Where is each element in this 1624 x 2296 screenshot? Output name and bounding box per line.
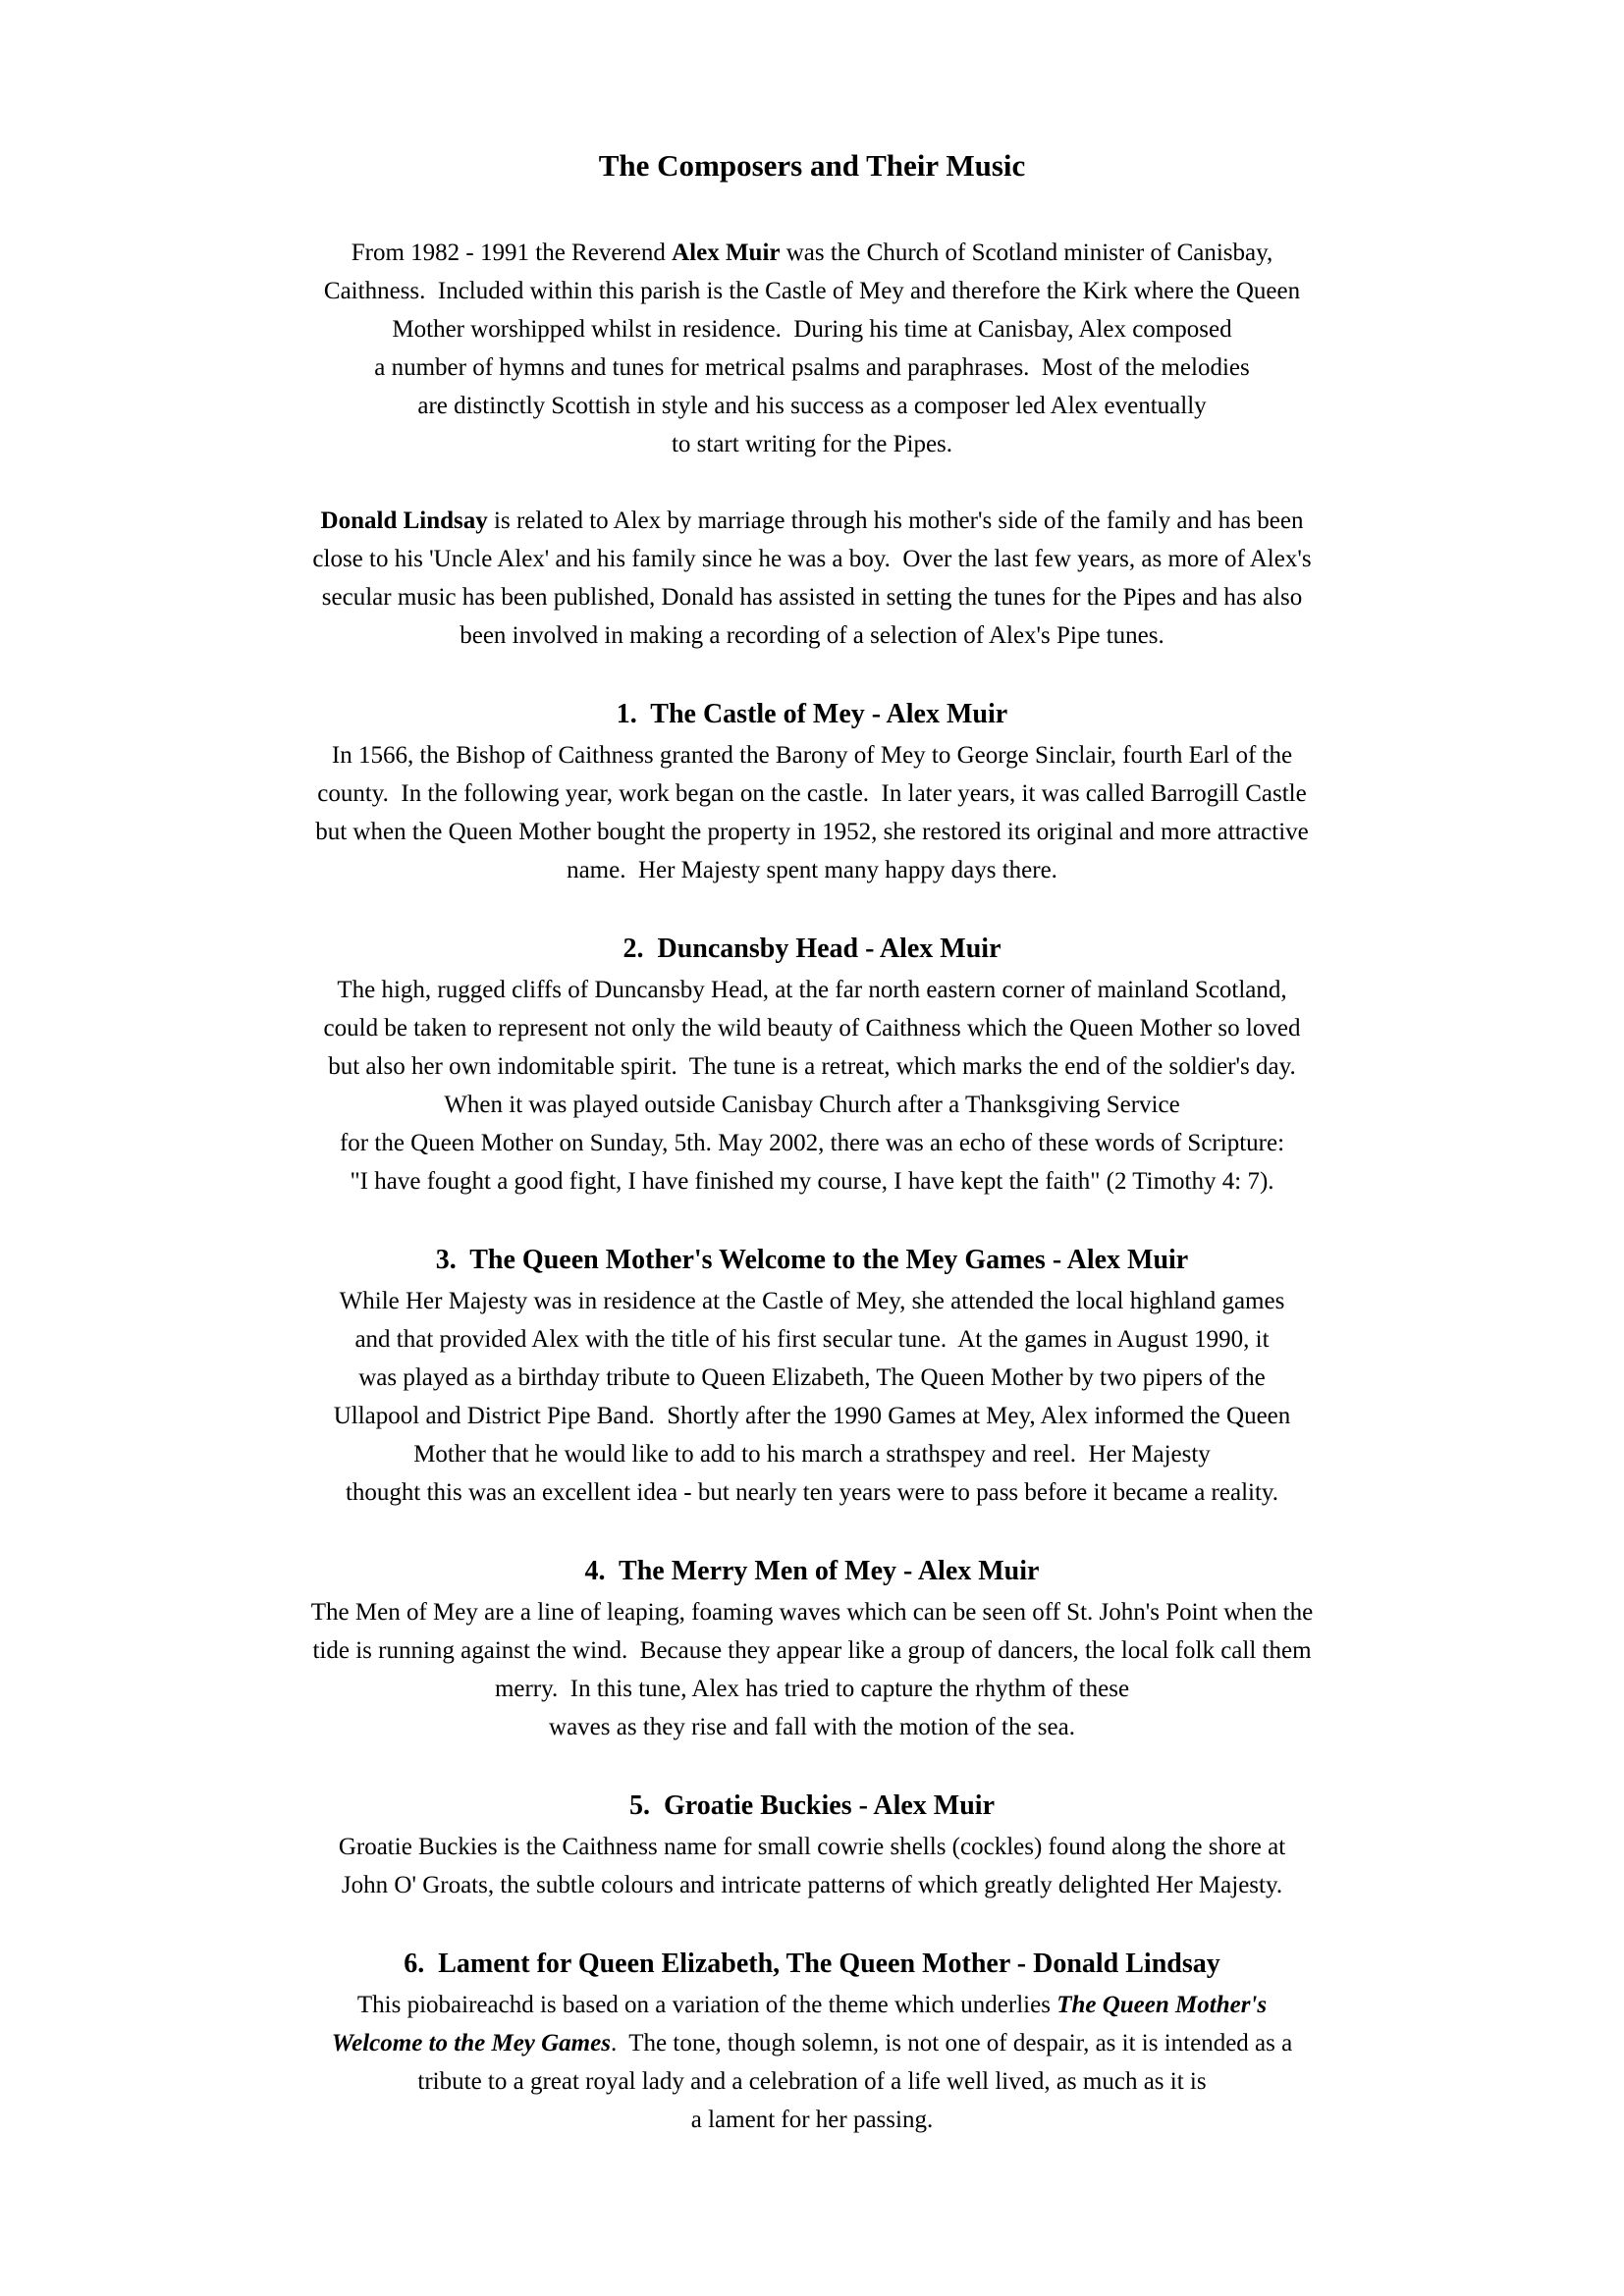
document-content: [95, 0, 1529, 2139]
intro-paragraph-donald-lindsay: [95, 502, 1529, 655]
section-body-duncansby-head: [95, 971, 1529, 1201]
section-castle-of-mey: [95, 693, 1529, 889]
text-line: tribute to a great royal lady and a celebration of a life well lived, as much as it is: [417, 2068, 1207, 2095]
text-line: Donald Lindsay is related to Alex by marriage through his mother's side of the family and has been: [320, 507, 1304, 534]
text-line: a lament for her passing.: [690, 2107, 934, 2133]
text-line: Caithness. Included within this parish is the Castle of Mey and therefore the Kirk where the Queen: [323, 278, 1301, 304]
text-line: "I have fought a good fight, I have finished my course, I have kept the faith" (2 Timothy 4: 7).: [350, 1168, 1274, 1195]
text-line: for the Queen Mother on Sunday, 5th. May 2002, there was an echo of these words of Scripture:: [339, 1130, 1285, 1156]
section-heading-queen-mothers-welcome: 3. The Queen Mother's Welcome to the Mey Games - Alex Muir: [435, 1245, 1189, 1275]
text-line: but when the Queen Mother bought the property in 1952, she restored its original and more attractive: [315, 819, 1309, 845]
text-line: Welcome to the Mey Games. The tone, though solemn, is not one of despair, as it is intended as a: [331, 2030, 1293, 2056]
section-heading-merry-men-of-mey: 4. The Merry Men of Mey - Alex Muir: [584, 1556, 1040, 1586]
text-line: John O' Groats, the subtle colours and intricate patterns of which greatly delighted Her Majesty.: [341, 1872, 1283, 1898]
section-heading-groatie-buckies: 5. Groatie Buckies - Alex Muir: [629, 1790, 995, 1821]
text-line: thought this was an excellent idea - but nearly ten years were to pass before it became a reality.: [345, 1479, 1279, 1506]
text-line: When it was played outside Canisbay Church after a Thanksgiving Service: [444, 1092, 1180, 1118]
text-line: been involved in making a recording of a selection of Alex's Pipe tunes.: [460, 622, 1164, 649]
section-body-lament-for-queen-elizabeth: [95, 1986, 1529, 2139]
text-line: are distinctly Scottish in style and his success as a composer led Alex eventually: [417, 393, 1207, 419]
section-queen-mothers-welcome: [95, 1239, 1529, 1512]
text-line: This piobaireachd is based on a variation of the theme which underlies The Queen Mother's: [356, 1992, 1268, 2018]
text-line: Mother that he would like to add to his march a strathspey and reel. Her Majesty: [413, 1441, 1211, 1468]
text-line: and that provided Alex with the title of his first secular tune. At the games in August 1990, it: [354, 1326, 1270, 1353]
text-line: Mother worshipped whilst in residence. During his time at Canisbay, Alex composed: [392, 316, 1232, 343]
text-line: name. Her Majesty spent many happy days there.: [567, 857, 1057, 883]
text-line: but also her own indomitable spirit. The tune is a retreat, which marks the end of the soldier's day.: [328, 1053, 1296, 1080]
section-heading-castle-of-mey: 1. The Castle of Mey - Alex Muir: [616, 699, 1008, 729]
text-line: close to his 'Uncle Alex' and his family since he was a boy. Over the last few years, as more of Alex's: [312, 546, 1312, 572]
page-title: The Composers and Their Music: [598, 148, 1026, 183]
text-line: could be taken to represent not only the wild beauty of Caithness which the Queen Mother so loved: [323, 1015, 1301, 1041]
text-line: merry. In this tune, Alex has tried to capture the rhythm of these: [494, 1676, 1130, 1702]
section-merry-men-of-mey: [95, 1550, 1529, 1746]
section-duncansby-head: [95, 928, 1529, 1201]
text-line: The high, rugged cliffs of Duncansby Head, at the far north eastern corner of mainland Scotland,: [337, 977, 1287, 1003]
text-line: a number of hymns and tunes for metrical psalms and paraphrases. Most of the melodies: [374, 354, 1250, 381]
section-groatie-buckies: [95, 1785, 1529, 1904]
section-body-groatie-buckies: [95, 1828, 1529, 1904]
text-line: While Her Majesty was in residence at the Castle of Mey, she attended the local highland games: [339, 1288, 1285, 1314]
section-body-castle-of-mey: [95, 736, 1529, 889]
text-line: Groatie Buckies is the Caithness name for small cowrie shells (cockles) found along the shore at: [338, 1834, 1286, 1860]
text-line: waves as they rise and fall with the motion of the sea.: [549, 1714, 1075, 1740]
text-line: was played as a birthday tribute to Queen Elizabeth, The Queen Mother by two pipers of the: [358, 1364, 1266, 1391]
section-heading-duncansby-head: 2. Duncansby Head - Alex Muir: [623, 934, 1001, 964]
text-line: to start writing for the Pipes.: [671, 431, 953, 457]
text-line: tide is running against the wind. Because they appear like a group of dancers, the local folk call them: [312, 1637, 1312, 1664]
text-line: The Men of Mey are a line of leaping, foaming waves which can be seen off St. John's Point when the: [310, 1599, 1314, 1626]
section-heading-lament-for-queen-elizabeth: 6. Lament for Queen Elizabeth, The Queen Mother - Donald Lindsay: [404, 1949, 1220, 1979]
section-body-merry-men-of-mey: [95, 1593, 1529, 1746]
text-line: Ullapool and District Pipe Band. Shortly after the 1990 Games at Mey, Alex informed the Queen: [333, 1403, 1291, 1429]
text-line: In 1566, the Bishop of Caithness granted the Barony of Mey to George Sinclair, fourth Earl of the: [331, 742, 1293, 769]
text-line: secular music has been published, Donald has assisted in setting the tunes for the Pipes and has also: [321, 584, 1303, 611]
intro-paragraph-alex-muir: [95, 234, 1529, 463]
text-line: county. In the following year, work began on the castle. In later years, it was called Barrogill Castle: [317, 780, 1307, 807]
text-line: From 1982 - 1991 the Reverend Alex Muir was the Church of Scotland minister of Canisbay,: [351, 240, 1273, 266]
section-lament-for-queen-elizabeth: [95, 1943, 1529, 2139]
section-body-queen-mothers-welcome: [95, 1282, 1529, 1512]
